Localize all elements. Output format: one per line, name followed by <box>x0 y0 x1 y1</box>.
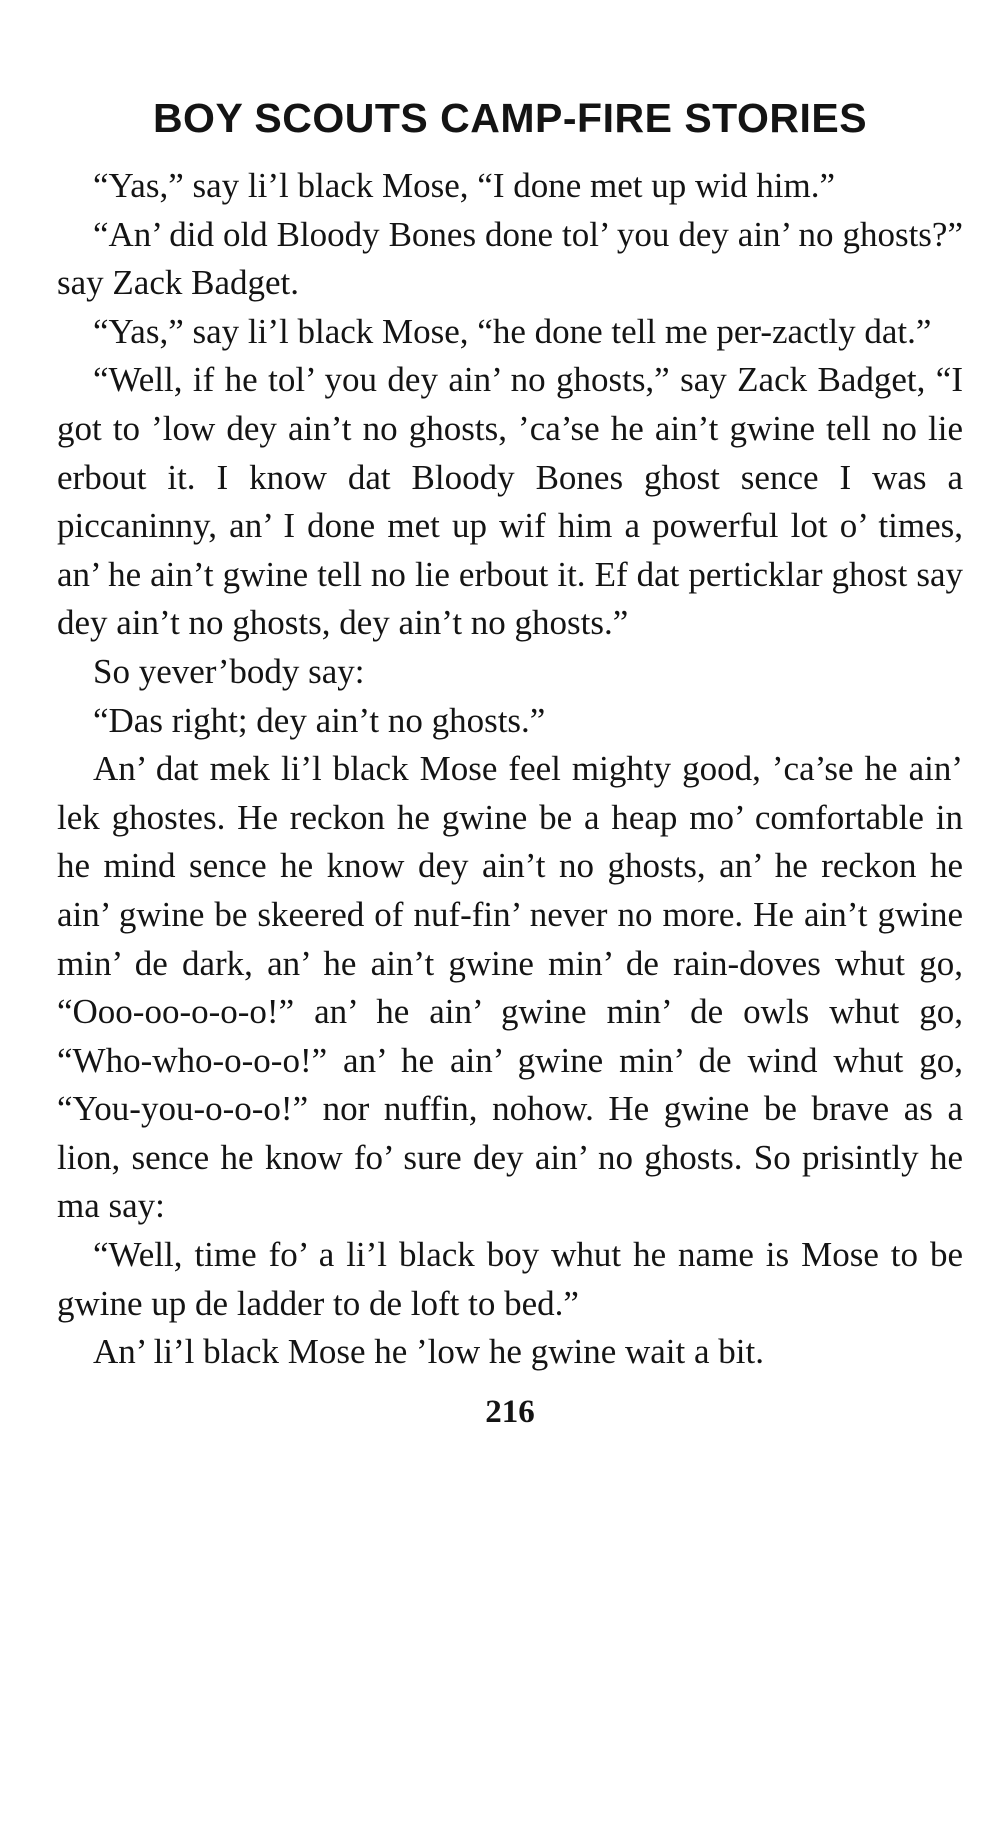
paragraph: So yever’body say: <box>93 651 365 691</box>
paragraph: “Well, time fo’ a li’l black boy whut he name is Mose to be gwine up de ladder to de loft to bed.” <box>57 1235 963 1323</box>
book-page <box>57 70 963 1437</box>
paragraph: “Das right; dey ain’t no ghosts.” <box>93 700 546 740</box>
paragraph: “Well, if he tol’ you dey ain’ no ghosts,” say Zack Badget, “I got to ’low dey ain’t no ghosts, ’ca’se he ain’t gwine tell no lie erbout it. I know dat Bloody Bones ghost sence I was a piccaninny, an’ I done met up wif him a powerful lot o’ times, an’ he ain’t gwine tell no lie erbout it. Ef dat perticklar ghost say dey ain’t no ghosts, dey ain’t no ghosts.” <box>57 360 963 643</box>
paragraph: An’ li’l black Mose he ’low he gwine wait a bit. <box>93 1332 764 1372</box>
page-number: 216 <box>485 1393 535 1430</box>
paragraph: An’ dat mek li’l black Mose feel mighty good, ’ca’se he ain’ lek ghostes. He reckon he gwine be a heap mo’ comfortable in he mind sence he know dey ain’t no ghosts, an’ he reckon he ain’ gwine be skeered of nuf-fin’ never no more. He ain’t gwine min’ de dark, an’ he ain’t gwine min’ de rain-doves whut go, “Ooo-oo-o-o-o!” an’ he ain’ gwine min’ de owls whut go, “Who-who-o-o-o!” an’ he ain’ gwine min’ de wind whut go, “You-you-o-o-o!” nor nuffin, nohow. He gwine be brave as a lion, sence he know fo’ sure dey ain’ no ghosts. So prisintly he ma say: <box>57 749 963 1226</box>
running-head: BOY SCOUTS CAMP-FIRE STORIES <box>152 95 868 141</box>
body-text <box>57 162 963 1377</box>
paragraph: “An’ did old Bloody Bones done tol’ you dey ain’ no ghosts?” say Zack Badget. <box>57 214 963 303</box>
paragraph: “Yas,” say li’l black Mose, “I done met up wid him.” <box>93 166 835 205</box>
paragraph: “Yas,” say li’l black Mose, “he done tell me per-zactly dat.” <box>93 311 932 351</box>
